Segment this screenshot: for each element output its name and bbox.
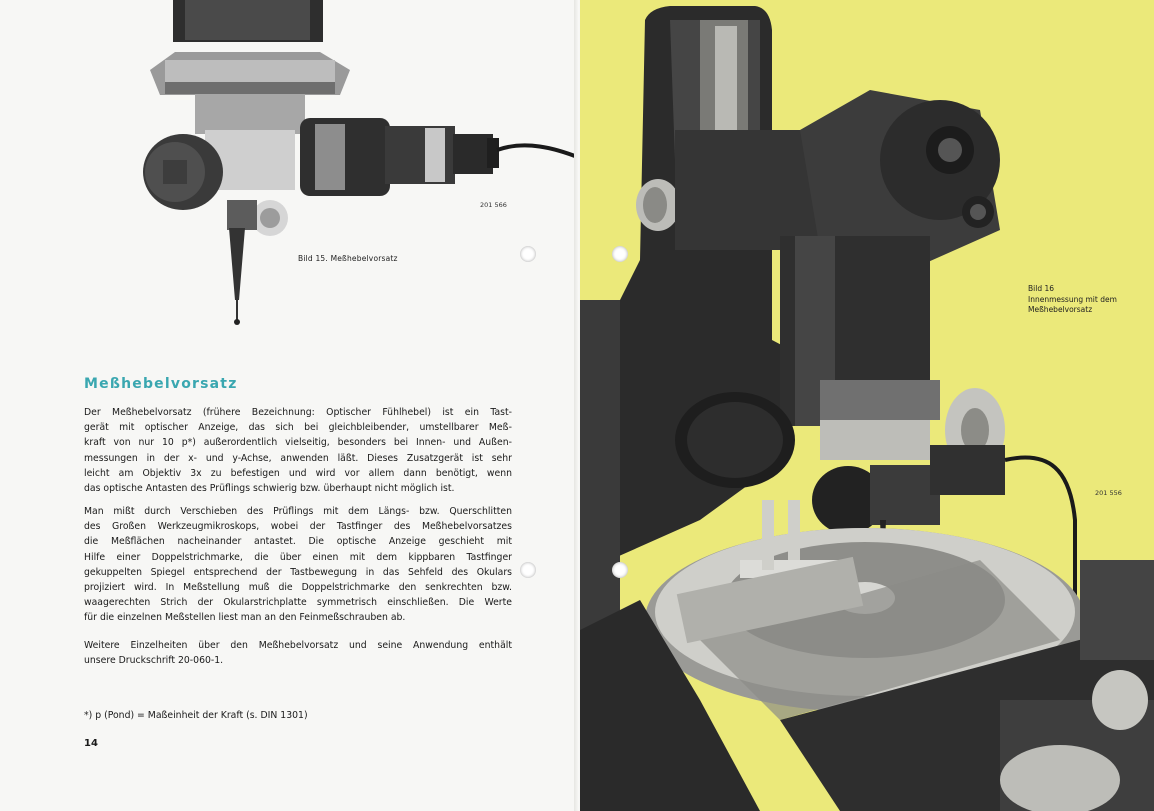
figure-16-caption [1028,284,1117,316]
text-line: waagerechten Strich der Okularstrichplatte symmetrisch einschließen. Die Werte [84,597,512,609]
figure-15-photo-number: 201 566 [480,201,507,209]
paragraph-1 [84,405,512,496]
figure-15-caption: Bild 15. Meßhebelvorsatz [298,254,398,263]
paragraph-3 [84,638,512,668]
paragraph-2 [84,504,512,626]
text-line: Hilfe einer Doppelstrichmarke, die über einen mit dem kippbaren Tastfinger [84,551,512,563]
figure-16-photo-number: 201 556 [1095,489,1122,497]
punch-hole [612,562,628,578]
text-line: messungen in der x- und y-Achse, anwenden läßt. Dieses Zusatzgerät ist sehr [84,452,512,464]
figure-15-photo [135,0,580,335]
text-line: Man mißt durch Verschieben des Prüflings mit dem Längs- bzw. Querschlitten [84,506,512,517]
text-line: gekuppelten Spiegel entsprechend der Tastbewegung in das Sehfeld des Okulars [84,566,512,578]
text-line: das optische Antasten des Prüflings schwierig bzw. überhaupt nicht möglich ist. [84,483,455,495]
page-number: 14 [84,738,98,749]
punch-hole [520,562,536,578]
caption-line: Innenmessung mit dem [1028,294,1117,304]
right-page [580,0,1154,811]
text-line: Der Meßhebelvorsatz (frühere Bezeichnung: Optischer Fühlhebel) ist ein Tast- [84,407,512,418]
text-line: projiziert wird. In Meßstellung muß die Doppelstrichmarke den senkrechten bzw. [84,582,512,594]
section-heading: Meßhebelvorsatz [84,376,238,392]
punch-hole [612,246,628,262]
text-line: Weitere Einzelheiten über den Meßhebelvorsatz und seine Anwendung enthält [84,640,512,651]
text-line: des Großen Werkzeugmikroskops, wobei der Tastfinger des Meßhebelvorsatzes [84,521,512,533]
caption-line: Meßhebelvorsatz [1028,305,1093,314]
text-line: für die einzelnen Meßstellen liest man an den Feinmeßschrauben ab. [84,612,406,624]
text-line: gerät mit optischer Anzeige, das sich bei gleichbleibender, umstellbarer Meß- [84,422,512,434]
caption-line: Bild 16 [1028,284,1055,293]
punch-hole [520,246,536,262]
text-line: kraft von nur 10 p*) außerordentlich vielseitig, besonders bei Innen- und Außen- [84,437,512,449]
text-line: leicht am Objektiv 3x zu befestigen und wird vor allem dann benötigt, wenn [84,467,512,479]
text-line: die Meßflächen nacheinander antastet. Die optische Anzeige geschieht mit [84,536,512,548]
text-line: unsere Druckschrift 20-060-1. [84,655,224,667]
figure-16-photo [580,0,1154,811]
footnote: *) p (Pond) = Maßeinheit der Kraft (s. DIN 1301) [84,710,308,721]
